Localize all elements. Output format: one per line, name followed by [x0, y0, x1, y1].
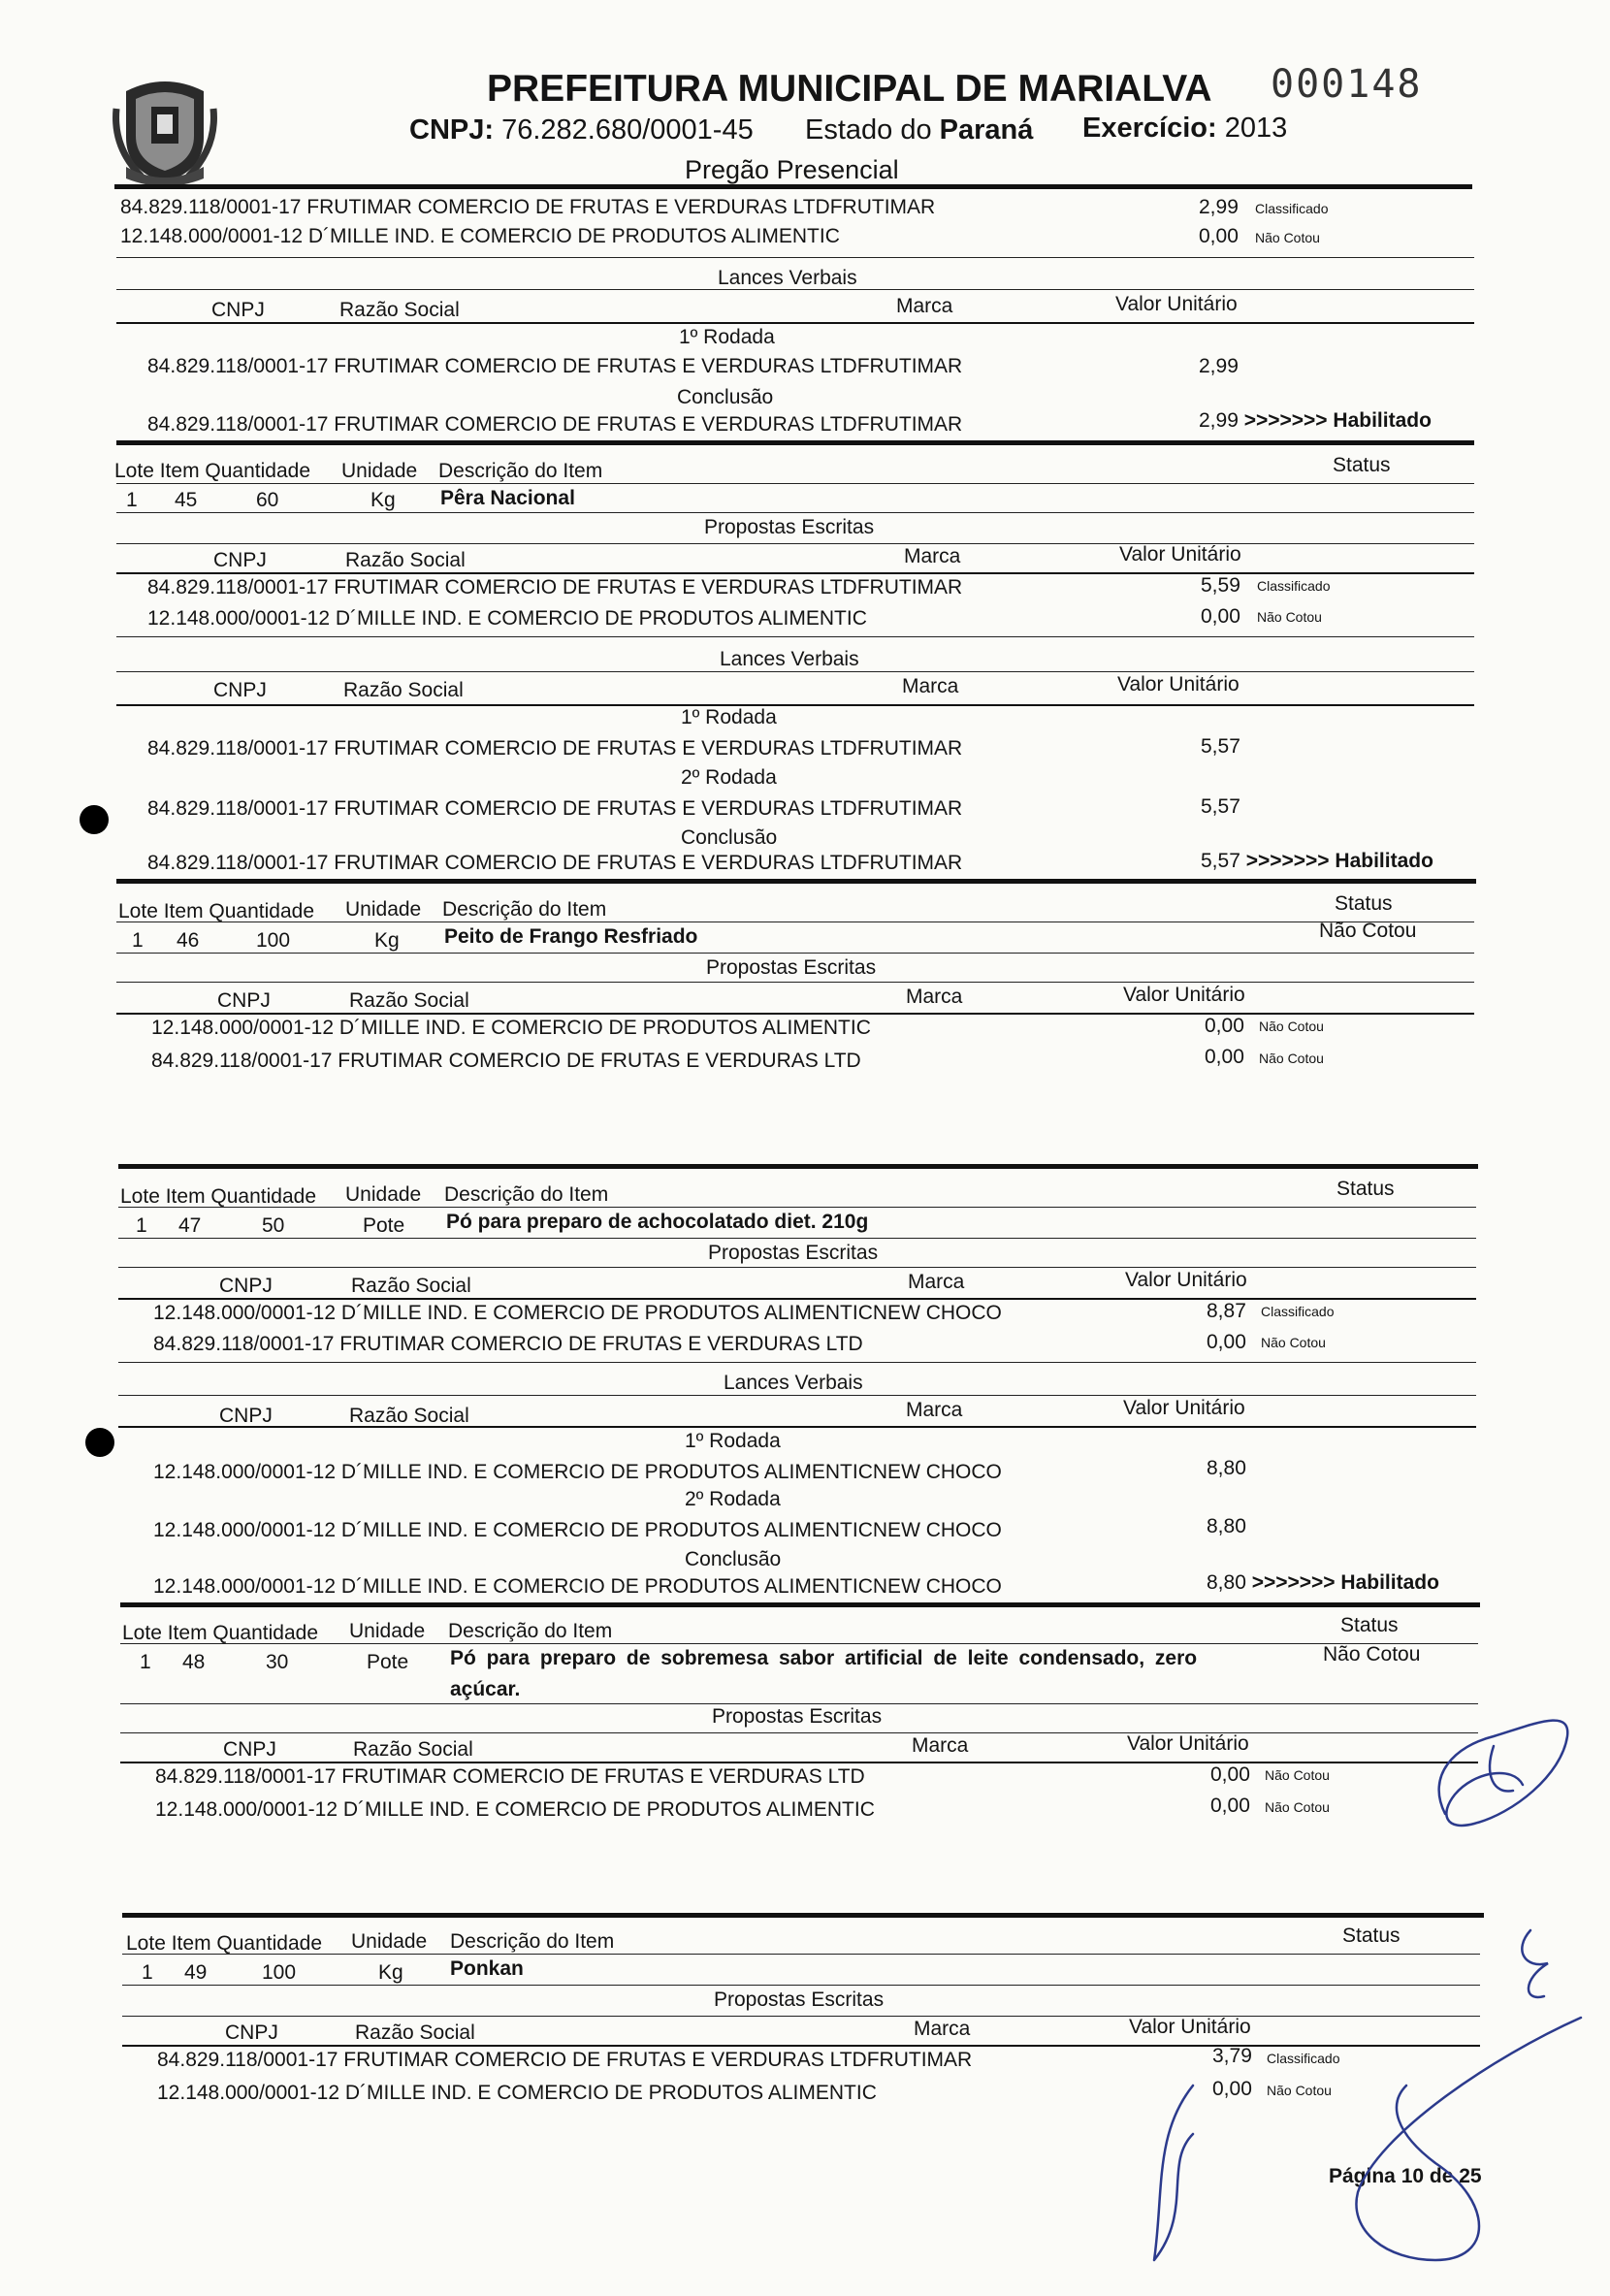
cnpj-value: 76.282.680/0001-45: [501, 114, 754, 146]
col-valor: Valor Unitário: [1119, 543, 1241, 566]
table-row: 84.829.118/0001-17 FRUTIMAR COMERCIO DE FRUTAS E VERDURAS LTDFRUTIMAR: [147, 355, 963, 377]
initials-icon: [1490, 1746, 1513, 1792]
col-unidade: Unidade: [345, 898, 422, 921]
col-cnpj: CNPJ: [225, 2021, 278, 2044]
state-label: Estado do: [805, 114, 932, 146]
page-title: PREFEITURA MUNICIPAL DE MARIALVA: [487, 68, 1212, 110]
col-razao: Razão Social: [349, 989, 469, 1012]
table-row: 12.148.000/0001-12 D´MILLE IND. E COMERCIO DE PRODUTOS ALIMENTICNEW CHOCO: [153, 1302, 1002, 1324]
table-row: 84.829.118/0001-17 FRUTIMAR COMERCIO DE FRUTAS E VERDURAS LTDFRUTIMAR: [147, 413, 963, 436]
proposal-value: 5,59: [1201, 574, 1240, 597]
round-1-heading: 1º Rodada: [679, 326, 775, 348]
bid-value: 8,80: [1207, 1515, 1246, 1537]
lances-verbais-heading: Lances Verbais: [718, 267, 857, 289]
proposal-value: 0,00: [1210, 1795, 1250, 1817]
col-marca: Marca: [902, 675, 959, 697]
proposal-status: Não Cotou: [1265, 1799, 1330, 1815]
col-marca: Marca: [904, 545, 961, 567]
bid-value: 8,80: [1207, 1457, 1246, 1479]
proposal-status: Classificado: [1257, 578, 1331, 594]
exercise-value: 2013: [1224, 113, 1288, 144]
propostas-escritas-heading: Propostas Escritas: [714, 1989, 885, 2011]
quantity: 30: [266, 1651, 289, 1673]
item-number: 45: [175, 489, 198, 511]
item-header: Lote Item Quantidade: [114, 460, 310, 482]
item-description: Pó para preparo de sobremesa sabor artificial de leite condensado, zero: [450, 1647, 1198, 1669]
table-row: 84.829.118/0001-17 FRUTIMAR COMERCIO DE FRUTAS E VERDURAS LTDFRUTIMAR: [157, 2049, 973, 2071]
conclusion-value: 2,99 >>>>>>> Habilitado: [1199, 409, 1432, 432]
col-valor: Valor Unitário: [1123, 984, 1245, 1006]
col-cnpj: CNPJ: [213, 549, 267, 571]
col-razao: Razão Social: [353, 1738, 473, 1761]
col-marca: Marca: [914, 2018, 971, 2040]
table-row: 84.829.118/0001-17 FRUTIMAR COMERCIO DE FRUTAS E VERDURAS LTD: [153, 1333, 863, 1355]
proposal-value: 0,00: [1205, 1046, 1244, 1068]
quantity: 60: [256, 489, 279, 511]
col-cnpj: CNPJ: [213, 679, 267, 701]
bid-value: 5,57: [1201, 735, 1240, 758]
lances-verbais-heading: Lances Verbais: [724, 1372, 863, 1394]
quantity: 100: [262, 1961, 297, 1984]
col-cnpj: CNPJ: [223, 1738, 276, 1761]
proposal-value: 0,00: [1212, 2078, 1252, 2100]
quantity: 50: [262, 1214, 285, 1237]
table-row: 12.148.000/0001-12 D´MILLE IND. E COMERCIO DE PRODUTOS ALIMENTIC: [147, 607, 867, 630]
item-status: Não Cotou: [1323, 1643, 1421, 1665]
propostas-escritas-heading: Propostas Escritas: [704, 516, 875, 538]
lote: 1: [140, 1651, 151, 1673]
col-valor: Valor Unitário: [1115, 293, 1238, 315]
modality: Pregão Presencial: [685, 155, 899, 184]
col-descricao: Descrição do Item: [444, 1183, 609, 1206]
col-marca: Marca: [896, 295, 953, 317]
state-value: Paraná: [939, 114, 1034, 146]
col-descricao: Descrição do Item: [438, 460, 603, 482]
proposal-value: 0,00: [1199, 225, 1239, 247]
conclusion-heading: Conclusão: [681, 826, 778, 849]
lote: 1: [132, 929, 144, 952]
page-number: Página 10 de 25: [1329, 2165, 1482, 2187]
table-row: 84.829.118/0001-17 FRUTIMAR COMERCIO DE FRUTAS E VERDURAS LTDFRUTIMAR: [147, 797, 963, 820]
table-row: 12.148.000/0001-12 D´MILLE IND. E COMERCIO DE PRODUTOS ALIMENTIC: [151, 1017, 871, 1039]
lances-verbais-heading: Lances Verbais: [720, 648, 859, 670]
col-valor: Valor Unitário: [1127, 1732, 1249, 1755]
table-row: 84.829.118/0001-17 FRUTIMAR COMERCIO DE FRUTAS E VERDURAS LTDFRUTIMAR: [147, 852, 963, 874]
item-number: 48: [182, 1651, 206, 1673]
round-1-heading: 1º Rodada: [681, 706, 777, 728]
round-2-heading: 2º Rodada: [685, 1488, 781, 1510]
item-description: Pó para preparo de achocolatado diet. 210g: [446, 1211, 869, 1233]
table-row: 12.148.000/0001-12 D´MILLE IND. E COMERCIO DE PRODUTOS ALIMENTIC: [157, 2082, 877, 2104]
table-row: 84.829.118/0001-17 FRUTIMAR COMERCIO DE FRUTAS E VERDURAS LTDFRUTIMAR: [147, 576, 963, 598]
item-header: Lote Item Quantidade: [126, 1932, 322, 1955]
proposal-status: Não Cotou: [1255, 230, 1320, 245]
proposal-value: 0,00: [1201, 605, 1240, 628]
col-valor: Valor Unitário: [1125, 1269, 1247, 1291]
col-valor: Valor Unitário: [1117, 673, 1240, 695]
table-row: 12.148.000/0001-12 D´MILLE IND. E COMERCIO DE PRODUTOS ALIMENTICNEW CHOCO: [153, 1575, 1002, 1598]
item-description: Pêra Nacional: [440, 487, 575, 509]
proposal-status: Classificado: [1255, 201, 1329, 216]
col-status: Status: [1342, 1924, 1401, 1947]
col-razao: Razão Social: [343, 679, 464, 701]
proposal-value: 0,00: [1207, 1331, 1246, 1353]
col-descricao: Descrição do Item: [442, 898, 607, 921]
item-header: Lote Item Quantidade: [120, 1185, 316, 1208]
initials-icon: [1522, 1930, 1548, 1997]
round-1-heading: 1º Rodada: [685, 1430, 781, 1452]
col-marca: Marca: [912, 1734, 969, 1757]
col-razao: Razão Social: [345, 549, 466, 571]
unit: Pote: [367, 1651, 409, 1673]
proposal-status: Não Cotou: [1259, 1019, 1324, 1034]
col-descricao: Descrição do Item: [450, 1930, 615, 1953]
lote: 1: [126, 489, 138, 511]
col-marca: Marca: [908, 1271, 965, 1293]
proposal-status: Não Cotou: [1267, 2083, 1332, 2098]
quantity: 100: [256, 929, 291, 952]
item-header: Lote Item Quantidade: [122, 1622, 318, 1644]
item-description: Ponkan: [450, 1957, 524, 1980]
lote: 1: [136, 1214, 147, 1237]
unit: Kg: [370, 489, 396, 511]
unit: Kg: [374, 929, 400, 952]
col-marca: Marca: [906, 986, 963, 1008]
bid-value: 5,57: [1201, 795, 1240, 818]
signature-icon: [1356, 2018, 1581, 2260]
col-unidade: Unidade: [341, 460, 418, 482]
conclusion-value: 5,57 >>>>>>> Habilitado: [1201, 850, 1433, 872]
table-row: 12.148.000/0001-12 D´MILLE IND. E COMERCIO DE PRODUTOS ALIMENTIC: [155, 1798, 875, 1821]
proposal-status: Não Cotou: [1265, 1767, 1330, 1783]
bid-value: 2,99: [1199, 355, 1239, 377]
col-status: Status: [1335, 892, 1393, 915]
proposal-status: Não Cotou: [1261, 1335, 1326, 1350]
col-cnpj: CNPJ: [217, 989, 271, 1012]
item-number: 47: [178, 1214, 202, 1237]
proposal-status: Não Cotou: [1259, 1051, 1324, 1066]
stamp-number: 000148: [1271, 62, 1423, 107]
initials-icon: [1439, 1721, 1568, 1826]
col-razao: Razão Social: [355, 2021, 475, 2044]
col-status: Status: [1340, 1614, 1399, 1636]
item-number: 46: [177, 929, 200, 952]
item-status: Não Cotou: [1319, 920, 1417, 942]
col-cnpj: CNPJ: [211, 299, 265, 321]
proposal-value: 3,79: [1212, 2045, 1252, 2067]
table-row: 84.829.118/0001-17 FRUTIMAR COMERCIO DE FRUTAS E VERDURAS LTD: [155, 1765, 865, 1788]
col-cnpj: CNPJ: [219, 1405, 273, 1427]
table-row: 12.148.000/0001-12 D´MILLE IND. E COMERCIO DE PRODUTOS ALIMENTICNEW CHOCO: [153, 1519, 1002, 1541]
proposal-value: 0,00: [1210, 1763, 1250, 1786]
proposal-value: 2,99: [1199, 196, 1239, 218]
lote: 1: [142, 1961, 153, 1984]
unit: Kg: [378, 1961, 403, 1984]
col-status: Status: [1336, 1178, 1395, 1200]
item-header: Lote Item Quantidade: [118, 900, 314, 922]
proposal-value: 0,00: [1205, 1015, 1244, 1037]
col-valor: Valor Unitário: [1129, 2016, 1251, 2038]
col-unidade: Unidade: [345, 1183, 422, 1206]
col-razao: Razão Social: [351, 1275, 471, 1297]
proposal-value: 8,87: [1207, 1300, 1246, 1322]
proposal-status: Classificado: [1267, 2051, 1340, 2066]
col-unidade: Unidade: [349, 1620, 426, 1642]
propostas-escritas-heading: Propostas Escritas: [706, 956, 877, 979]
col-razao: Razão Social: [349, 1405, 469, 1427]
conclusion-value: 8,80 >>>>>>> Habilitado: [1207, 1571, 1439, 1594]
proposal-status: Não Cotou: [1257, 609, 1322, 625]
table-row: 84.829.118/0001-17 FRUTIMAR COMERCIO DE FRUTAS E VERDURAS LTD: [151, 1050, 861, 1072]
col-razao: Razão Social: [339, 299, 460, 321]
item-description: Peito de Frango Resfriado: [444, 925, 698, 948]
col-status: Status: [1333, 454, 1391, 476]
col-descricao: Descrição do Item: [448, 1620, 613, 1642]
col-unidade: Unidade: [351, 1930, 428, 1953]
signature-icon: [1154, 2086, 1193, 2260]
unit: Pote: [363, 1214, 405, 1237]
cnpj-label: CNPJ:: [409, 114, 495, 146]
proposal-status: Classificado: [1261, 1304, 1335, 1319]
exercise-label: Exercício:: [1082, 113, 1217, 144]
col-valor: Valor Unitário: [1123, 1397, 1245, 1419]
conclusion-heading: Conclusão: [685, 1548, 782, 1570]
table-row: 84.829.118/0001-17 FRUTIMAR COMERCIO DE FRUTAS E VERDURAS LTDFRUTIMAR: [120, 196, 936, 218]
propostas-escritas-heading: Propostas Escritas: [708, 1242, 879, 1264]
item-number: 49: [184, 1961, 208, 1984]
item-description-cont: açúcar.: [450, 1678, 521, 1700]
round-2-heading: 2º Rodada: [681, 766, 777, 789]
conclusion-heading: Conclusão: [677, 386, 774, 408]
table-row: 84.829.118/0001-17 FRUTIMAR COMERCIO DE FRUTAS E VERDURAS LTDFRUTIMAR: [147, 737, 963, 760]
col-marca: Marca: [906, 1399, 963, 1421]
table-row: 12.148.000/0001-12 D´MILLE IND. E COMERCIO DE PRODUTOS ALIMENTIC: [120, 225, 840, 247]
table-row: 12.148.000/0001-12 D´MILLE IND. E COMERCIO DE PRODUTOS ALIMENTICNEW CHOCO: [153, 1461, 1002, 1483]
col-cnpj: CNPJ: [219, 1275, 273, 1297]
propostas-escritas-heading: Propostas Escritas: [712, 1705, 883, 1728]
